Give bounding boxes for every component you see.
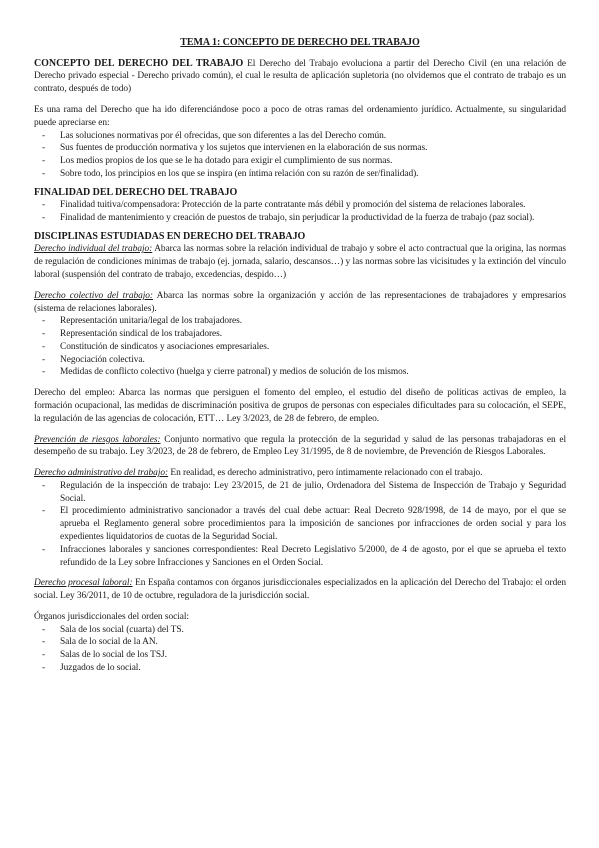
colectivo-list	[34, 315, 566, 379]
list-item: - Sala de los social (cuarta) del TS.	[34, 624, 566, 637]
procesal-text: En España contamos con órganos jurisdiccionales especializados en la aplicación del Derecho del Trabajo: el orden social. Ley 36/2011, de 10 de octubre, reguladora de la jurisdicción social.	[34, 578, 566, 602]
colectivo-paragraph	[34, 290, 566, 316]
colectivo-text: Abarca las normas sobre la organización y acción de las representaciones de trabajadores y empresarios (sistema de relaciones laborales).	[34, 290, 566, 314]
prevencion-paragraph	[34, 434, 566, 460]
concepto-lead: CONCEPTO DEL DERECHO DEL TRABAJO	[34, 57, 244, 69]
list-item: - Regulación de la inspección de trabajo: Ley 23/2015, de 21 de julio, Ordenadora del Sistema de Inspección de Trabajo y Seguridad Social.	[34, 480, 566, 506]
individual-text: Abarca las normas sobre la relación individual de trabajo y sobre el acto contractual que la origina, las normas de regulación de condiciones mínimas de trabajo (ej. jornada, salario, descansos…) y las normas sobre las vicisitudes y la extinción del vínculo laboral (suspensión del contrato de trabajo, excedencias, despido…)	[34, 244, 566, 280]
organos-intro: Órganos jurisdiccionales del orden social:	[34, 611, 189, 622]
rama-intro: Es una rama del Derecho que ha ido diferenciándose poco a poco de otras ramas del ordenamiento jurídico. Actualmente, su singularidad puede apreciarse en:	[34, 104, 566, 128]
list-item: - Constitución de sindicatos y asociaciones empresariales.	[34, 341, 566, 354]
list-item: - Las soluciones normativas por él ofrecidas, que son diferentes a las del Derecho común.	[34, 130, 566, 143]
page-title: TEMA 1: CONCEPTO DE DERECHO DEL TRABAJO	[180, 37, 420, 48]
finalidad-heading: FINALIDAD DEL DERECHO DEL TRABAJO	[34, 186, 238, 198]
empleo-paragraph: Derecho del empleo: Abarca las normas que persiguen el fomento del empleo, el estudio del diseño de políticas activas de empleo, la formación ocupacional, las medidas de discriminación positiva de grupos de personas con especiales dificultades para su colocación, el SEPE, la regulación de las agencias de colocación, ETT… Ley 3/2023, de 28 de febrero, de empleo.	[34, 388, 566, 424]
list-item: - El procedimiento administrativo sancionador a través del cual debe actuar: Real Decreto 928/1998, de 14 de mayo, por el que se aprueba el Reglamento general sobre procedimientos para la imposición de sanciones por infracciones de orden social y para los expedientes liquidatorios de cuotas de la Seguridad Social.	[34, 505, 566, 543]
list-item: - Negociación colectiva.	[34, 354, 566, 367]
disciplinas-heading: DISCIPLINAS ESTUDIADAS EN DERECHO DEL TRABAJO	[34, 230, 306, 242]
list-item: - Representación unitaria/legal de los trabajadores.	[34, 315, 566, 328]
concepto-text: El Derecho del Trabajo evoluciona a partir del Derecho Civil (en una relación de Derecho privado especial - Derecho privado común), el cual le resulta de aplicación supletoria (no olvidemos que el contrato de trabajo es un contrato, después de todo)	[34, 58, 567, 95]
administrativo-label: Derecho administrativo del trabajo:	[34, 468, 169, 479]
concepto-paragraph	[34, 57, 566, 96]
list-item: - Salas de lo social de los TSJ.	[34, 649, 566, 662]
list-item: - Finalidad tuitiva/compensadora: Protección de la parte contratante más débil y promoción del sistema de relaciones laborales.	[34, 199, 566, 212]
list-item: - Medidas de conflicto colectivo (huelga y cierre patronal) y medios de solución de los mismos.	[34, 366, 566, 379]
list-item: - Finalidad de mantenimiento y creación de puestos de trabajo, sin perjudicar la productividad de la fuerza de trabajo (paz social).	[34, 212, 566, 225]
prevencion-text: Conjunto normativo que regula la protección de la seguridad y salud de las personas trabajadoras en el desempeño de su trabajo. Ley 3/2023, de 28 de febrero, de Empleo Ley 31/1995, de 8 de noviembre, de Prevención de Riesgos Laborales.	[34, 434, 566, 458]
list-item: - Sobre todo, los principios en los que se inspira (en íntima relación con su razón de ser/finalidad).	[34, 168, 566, 181]
list-item: - Sala de lo social de la AN.	[34, 636, 566, 649]
prevencion-label: Prevención de riesgos laborales:	[34, 434, 161, 445]
list-item: - Los medios propios de los que se le ha dotado para exigir el cumplimiento de sus normas.	[34, 155, 566, 168]
list-item: - Juzgados de lo social.	[34, 662, 566, 675]
individual-label: Derecho individual del trabajo:	[34, 244, 153, 255]
list-item: - Sus fuentes de producción normativa y los sujetos que intervienen en la elaboración de sus normas.	[34, 142, 566, 155]
procesal-label: Derecho procesal laboral:	[34, 578, 133, 589]
administrativo-list	[34, 480, 566, 569]
organos-list	[34, 624, 566, 675]
procesal-paragraph	[34, 577, 566, 603]
list-item: - Representación sindical de los trabajadores.	[34, 328, 566, 341]
finalidad-list	[34, 199, 566, 225]
document-page	[34, 36, 566, 675]
administrativo-paragraph	[34, 467, 566, 480]
rama-list	[34, 130, 566, 181]
individual-paragraph	[34, 243, 566, 281]
list-item: - Infracciones laborales y sanciones correspondientes: Real Decreto Legislativo 5/2000, de 4 de agosto, por el que se aprueba el texto refundido de la Ley sobre Infracciones y Sanciones en el Orden Social.	[34, 544, 566, 570]
colectivo-label: Derecho colectivo del trabajo:	[34, 290, 153, 301]
administrativo-text: En realidad, es derecho administrativo, pero íntimamente relacionado con el trabajo.	[168, 468, 483, 479]
